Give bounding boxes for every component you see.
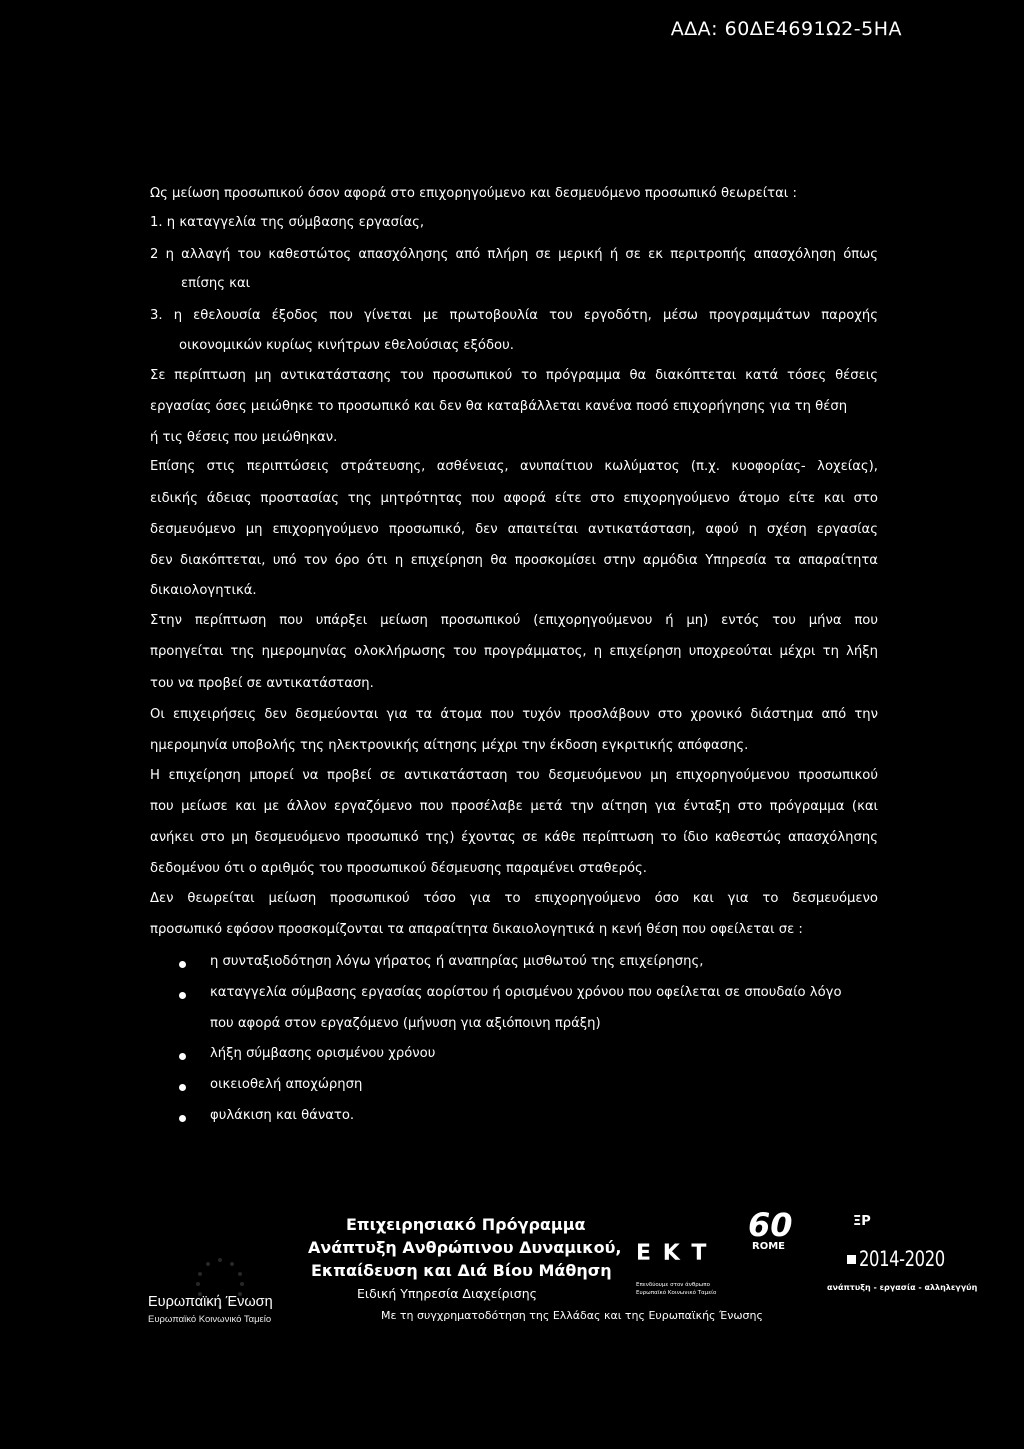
footer-banner (0, 1206, 1024, 1410)
espa-square-mark (847, 1255, 856, 1264)
program-title-line1: Επιχειρησιακό Πρόγραμμα (346, 1215, 586, 1234)
cofinancing-note: Με τη συγχρηματοδότηση της Ελλάδας και της Ευρωπαϊκής Ένωσης (381, 1309, 763, 1322)
ekt-logo: Ε Κ Τ (636, 1241, 709, 1266)
list-item: οικειοθελή αποχώρηση (210, 1077, 363, 1092)
text-line: εργασίας όσες μειώθηκε το προσωπικό και δεν θα καταβάλλεται κανένα ποσό επιχορήγησης για τη θέση (150, 399, 848, 414)
ekt-fund: Ευρωπαϊκό Κοινωνικό Ταμείο (636, 1290, 717, 1296)
text-line: δικαιολογητικά. (150, 583, 257, 598)
text-line: του να προβεί σε αντικατάσταση. (150, 676, 374, 691)
text-line: 2 η αλλαγή του καθεστώτος απασχόλησης από πλήρη σε μερική ή σε εκ περιτροπής απασχόληση όπως (150, 247, 878, 262)
text-line: ανήκει στο μη δεσμευόμενο προσωπικό της) έχοντας σε κάθε περίπτωση το ίδιο καθεστώς απασχόλησης (150, 830, 878, 845)
special-service: Ειδική Υπηρεσία Διαχείρισης (357, 1286, 537, 1301)
bullet-dot (179, 1084, 186, 1091)
text-line: επίσης και (181, 276, 251, 291)
text-line: δεν διακόπτεται, υπό τον όρο ότι η επιχείρηση θα προσκομίσει στην αρμόδια Υπηρεσία τα απαραίτητα (150, 553, 878, 568)
text-line: ημερομηνία υποβολής της ηλεκτρονικής αίτησης μέχρι την έκδοση εγκριτικής απόφασης. (150, 738, 749, 753)
bullet-dot (179, 992, 186, 999)
espa-logo-icon (852, 1212, 882, 1228)
eu-fund: Ευρωπαϊκό Κοινωνικό Ταμείο (148, 1314, 272, 1325)
text-line: ειδικής άδειας προστασίας της μητρότητας που αφορά είτε στο επιχορηγούμενο άτομο είτε και στο (150, 491, 878, 506)
text-line: Δεν θεωρείται μείωση προσωπικού τόσο για το επιχορηγούμενο όσο και για το δεσμευόμενο (150, 891, 878, 906)
text-line: που μείωσε και με άλλον εργαζόμενο που προσέλαβε μετά την αίτηση για ένταξη στο πρόγραμμα (και (150, 799, 878, 814)
text-line: Επίσης στις περιπτώσεις στράτευσης, ασθένειας, ανυπαίτιου κωλύματος (π.χ. κυοφορίας- λοχείας), (150, 459, 878, 474)
list-item: καταγγελία σύμβασης εργασίας αορίστου ή ορισμένου χρόνου που οφείλεται σε σπουδαίο λόγο (210, 985, 842, 1000)
espa-period: 2014-2020 (859, 1247, 945, 1271)
espa-slogan: ανάπτυξη - εργασία - αλληλεγγύη (827, 1283, 978, 1292)
eu-title: Ευρωπαϊκή Ένωση (148, 1294, 273, 1310)
text-line: ή τις θέσεις που μειώθηκαν. (150, 430, 338, 445)
program-title-line2: Ανάπτυξη Ανθρώπινου Δυναμικού, (308, 1238, 622, 1257)
bullet-dot (179, 961, 186, 968)
text-line: οικονομικών κυρίως κινήτρων εθελούσιας εξόδου. (179, 338, 514, 353)
text-line: προηγείται της ημερομηνίας ολοκλήρωσης του προγράμματος, η επιχείρηση υποχρεούται μέχρι τη λήξη (150, 644, 878, 659)
text-line: Σε περίπτωση μη αντικατάστασης του προσωπικού το πρόγραμμα θα διακόπτεται κατά τόσες θέσεις (150, 368, 878, 383)
bullet-dot (179, 1115, 186, 1122)
text-line: 1. η καταγγελία της σύμβασης εργασίας, (150, 215, 425, 230)
text-line: προσωπικό εφόσον προσκομίζονται τα απαραίτητα δικαιολογητικά η κενή θέση που οφείλεται σε : (150, 922, 803, 937)
list-item-continuation: που αφορά στον εργαζόμενο (μήνυση για αξιόποινη πράξη) (210, 1016, 601, 1031)
program-title-line3: Εκπαίδευση και Διά Βίου Μάθηση (311, 1261, 612, 1280)
text-line: δεδομένου ότι ο αριθμός του προσωπικού δέσμευσης παραμένει σταθερός. (150, 861, 647, 876)
text-line: Στην περίπτωση που υπάρξει μείωση προσωπικού (επιχορηγούμενου ή μη) εντός του μήνα που (150, 613, 878, 628)
list-item: λήξη σύμβασης ορισμένου χρόνου (210, 1046, 436, 1061)
list-item: φυλάκιση και θάνατο. (210, 1108, 355, 1123)
list-item: η συνταξιοδότηση λόγω γήρατος ή αναπηρίας μισθωτού της επιχείρησης, (210, 954, 704, 969)
ada-code: ΑΔΑ: 60ΔΕ4691Ω2-5ΗΑ (670, 18, 902, 40)
bullet-dot (179, 1053, 186, 1060)
svg-text:ΞΡ: ΞΡ (853, 1214, 871, 1228)
text-line: 3. η εθελουσία έξοδος που γίνεται με πρωτοβουλία του εργοδότη, μέσω προγραμμάτων παροχής (150, 308, 878, 323)
rome-anniversary-text: ROME (752, 1241, 785, 1252)
text-line: Η επιχείρηση μπορεί να προβεί σε αντικατάσταση του δεσμευόμενου μη επιχορηγούμενου προσωπικού (150, 768, 878, 783)
text-line: Ως μείωση προσωπικού όσον αφορά στο επιχορηγούμενο και δεσμευόμενο προσωπικό θεωρείται : (150, 186, 797, 201)
text-line: δεσμευόμενο μη επιχορηγούμενο προσωπικό, δεν απαιτείται αντικατάσταση, αφού η σχέση εργασίας (150, 522, 878, 537)
rome-anniversary-number: 60 (748, 1206, 793, 1244)
text-line: Οι επιχειρήσεις δεν δεσμεύονται για τα άτομα που τυχόν προσλάβουν στο χρονικό διάστημα από την (150, 707, 878, 722)
ekt-slogan: Επενδύουμε στον άνθρωπο (636, 1282, 710, 1288)
